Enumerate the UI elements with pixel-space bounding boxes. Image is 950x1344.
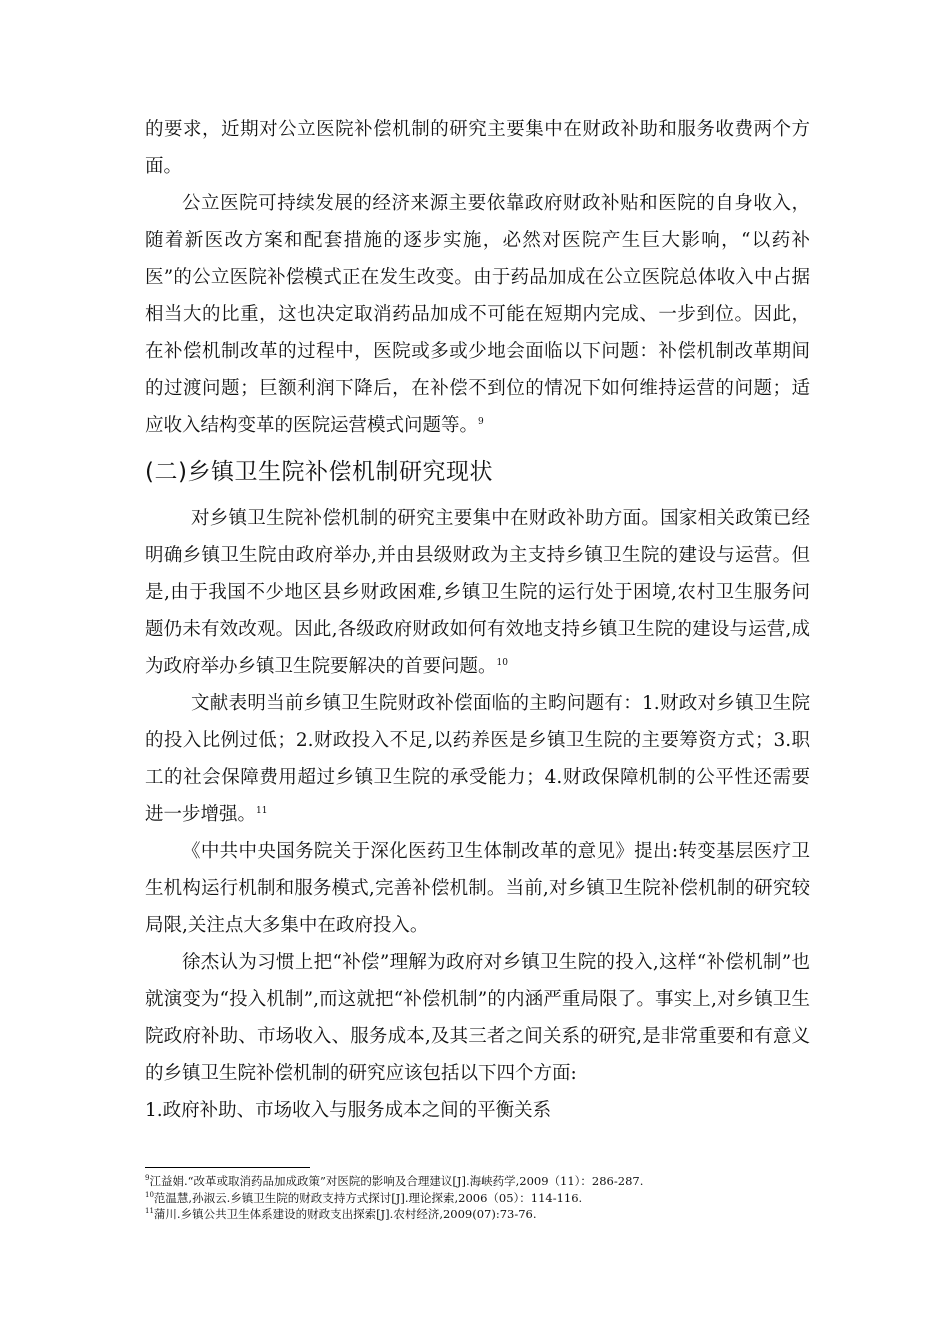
footnote-ref[interactable]: 9 bbox=[478, 416, 484, 427]
footnote bbox=[145, 1190, 845, 1207]
footnote bbox=[145, 1173, 845, 1190]
paragraph-text: 文献表明当前乡镇卫生院财政补偿面临的主畇问题有：1.财政对乡镇卫生院的投入比例过低；2.财政投入不足,以药养医是乡镇卫生院的主要筹资方式；3.职工的社会保障费用超过乡镇卫生院的承受能力；4.财政保障机制的公平性还需要进一步增强。 bbox=[145, 693, 810, 825]
paragraph bbox=[145, 111, 810, 185]
paragraph bbox=[145, 833, 810, 944]
footnote-text: 范温慧,孙淑云.乡镇卫生院的财政支持方式探讨[J].理论探索,2006（05）：114-116. bbox=[153, 1190, 583, 1205]
paragraph bbox=[145, 1092, 810, 1129]
footnote-number: 9 bbox=[145, 1174, 150, 1183]
paragraph-text: 《中共中央国务院关于深化医药卫生体制改革的意见》提出:转变基层医疗卫生机构运行机制和服务模式,完善补偿机制。当前,对乡镇卫生院补偿机制的研究较局限,关注点大多集中在政府投入。 bbox=[145, 841, 810, 936]
paragraph bbox=[145, 500, 810, 685]
paragraph-text: 1.政府补助、市场收入与服务成本之间的平衡关系 bbox=[145, 1100, 552, 1121]
footnote-divider bbox=[145, 1167, 310, 1168]
paragraph bbox=[145, 944, 810, 1092]
paragraph-text: 徐杰认为习惯上把“补偿”理解为政府对乡镇卫生院的投入,这样“补偿机制”也就演变为“投入机制”,而这就把“补偿机制”的内涵严重局限了。事实上,对乡镇卫生院政府补助、市场收入、服务成本,及其三者之间关系的研究,是非常重要和有意义的乡镇卫生院补偿机制的研究应该包括以下四个方面: bbox=[145, 952, 810, 1084]
footnote-ref[interactable]: 11 bbox=[256, 805, 268, 816]
paragraph bbox=[145, 185, 810, 444]
footnote-number: 11 bbox=[145, 1207, 154, 1216]
footnote bbox=[145, 1206, 845, 1223]
footnotes bbox=[145, 1167, 845, 1223]
body-text bbox=[145, 111, 810, 1129]
paragraph-text: 的要求，近期对公立医院补偿机制的研究主要集中在财政补助和服务收费两个方面。 bbox=[145, 119, 810, 177]
footnote-text: 江益娟.“改革或取消药品加成政策”对医院的影响及合理建议[J].海峡药学,2009（11）：286-287. bbox=[149, 1174, 644, 1188]
paragraph-text: 对乡镇卫生院补偿机制的研究主要集中在财政补助方面。国家相关政策已经明确乡镇卫生院由政府举办,并由县级财政为主支持乡镇卫生院的建设与运营。但是,由于我国不少地区县乡财政困难,乡镇卫生院的运行处于困境,农村卫生服务问题仍未有效改观。因此,各级政府财政如何有效地支持乡镇卫生院的建设与运营,成为政府举办乡镇卫生院要解决的首要问题。 bbox=[145, 508, 810, 677]
paragraph bbox=[145, 685, 810, 833]
footnote-ref[interactable]: 10 bbox=[496, 657, 508, 668]
footnote-text: 蒲川.乡镇公共卫生体系建设的财政支出探索[J].农村经济,2009(07):73-76. bbox=[153, 1207, 537, 1221]
footnote-number: 10 bbox=[145, 1190, 154, 1199]
section-heading: (二)乡镇卫生院补偿机制研究现状 bbox=[145, 459, 493, 485]
paragraph-text: 公立医院可持续发展的经济来源主要依靠政府财政补贴和医院的自身收入，随着新医改方案和配套措施的逐步实施，必然对医院产生巨大影响，“以药补医”的公立医院补偿模式正在发生改变。由于药品加成在公立医院总体收入中占据相当大的比重，这也决定取消药品加成不可能在短期内完成、一步到位。因此，在补偿机制改革的过程中，医院或多或少地会面临以下问题：补偿机制改革期间的过渡问题；巨额利润下降后，在补偿不到位的情况下如何维持运营的问题；适应收入结构变革的医院运营模式问题等。 bbox=[145, 193, 810, 436]
